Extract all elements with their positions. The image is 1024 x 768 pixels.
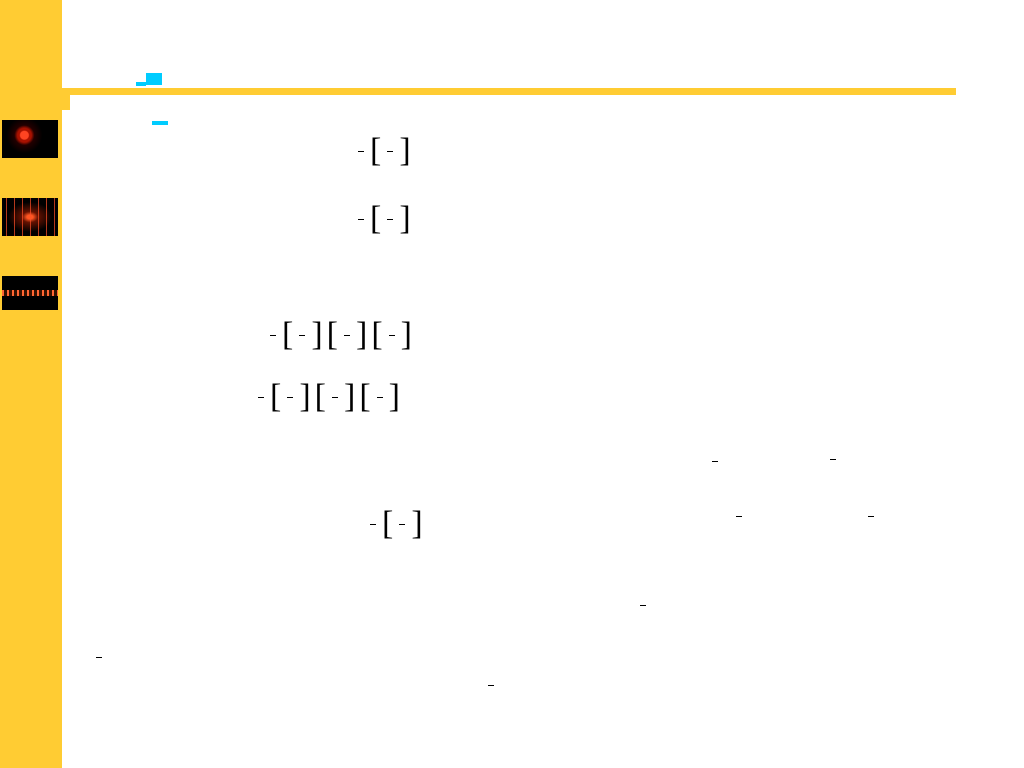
equation-alpha-x0 bbox=[734, 507, 744, 525]
equation-E0a-final bbox=[94, 648, 104, 666]
equation-E0a-result: [ ] [ ] [ ] bbox=[268, 318, 412, 352]
equation-fx bbox=[710, 452, 720, 470]
diffraction-thumbnail-2 bbox=[2, 198, 58, 236]
equation-fz bbox=[828, 450, 838, 468]
equation-E02a-general: [ ] bbox=[356, 202, 411, 236]
equation-C: [ ] bbox=[368, 507, 423, 541]
accent-dash bbox=[152, 121, 168, 125]
diffraction-thumbnail-3 bbox=[2, 276, 58, 310]
divider-tick bbox=[62, 90, 70, 110]
sidebar bbox=[0, 0, 62, 768]
accent-dash bbox=[136, 82, 146, 86]
equation-E02a-result: [ ] [ ] [ ] bbox=[256, 380, 400, 414]
diffraction-thumbnail-1 bbox=[2, 120, 58, 158]
equation-E02a-sin2 bbox=[638, 596, 648, 614]
equation-E02a-final bbox=[486, 676, 496, 694]
accent-square bbox=[146, 73, 162, 85]
equation-E0a-general: [ ] bbox=[356, 134, 411, 168]
header-divider bbox=[62, 88, 956, 95]
equation-alpha-z0 bbox=[866, 507, 876, 525]
